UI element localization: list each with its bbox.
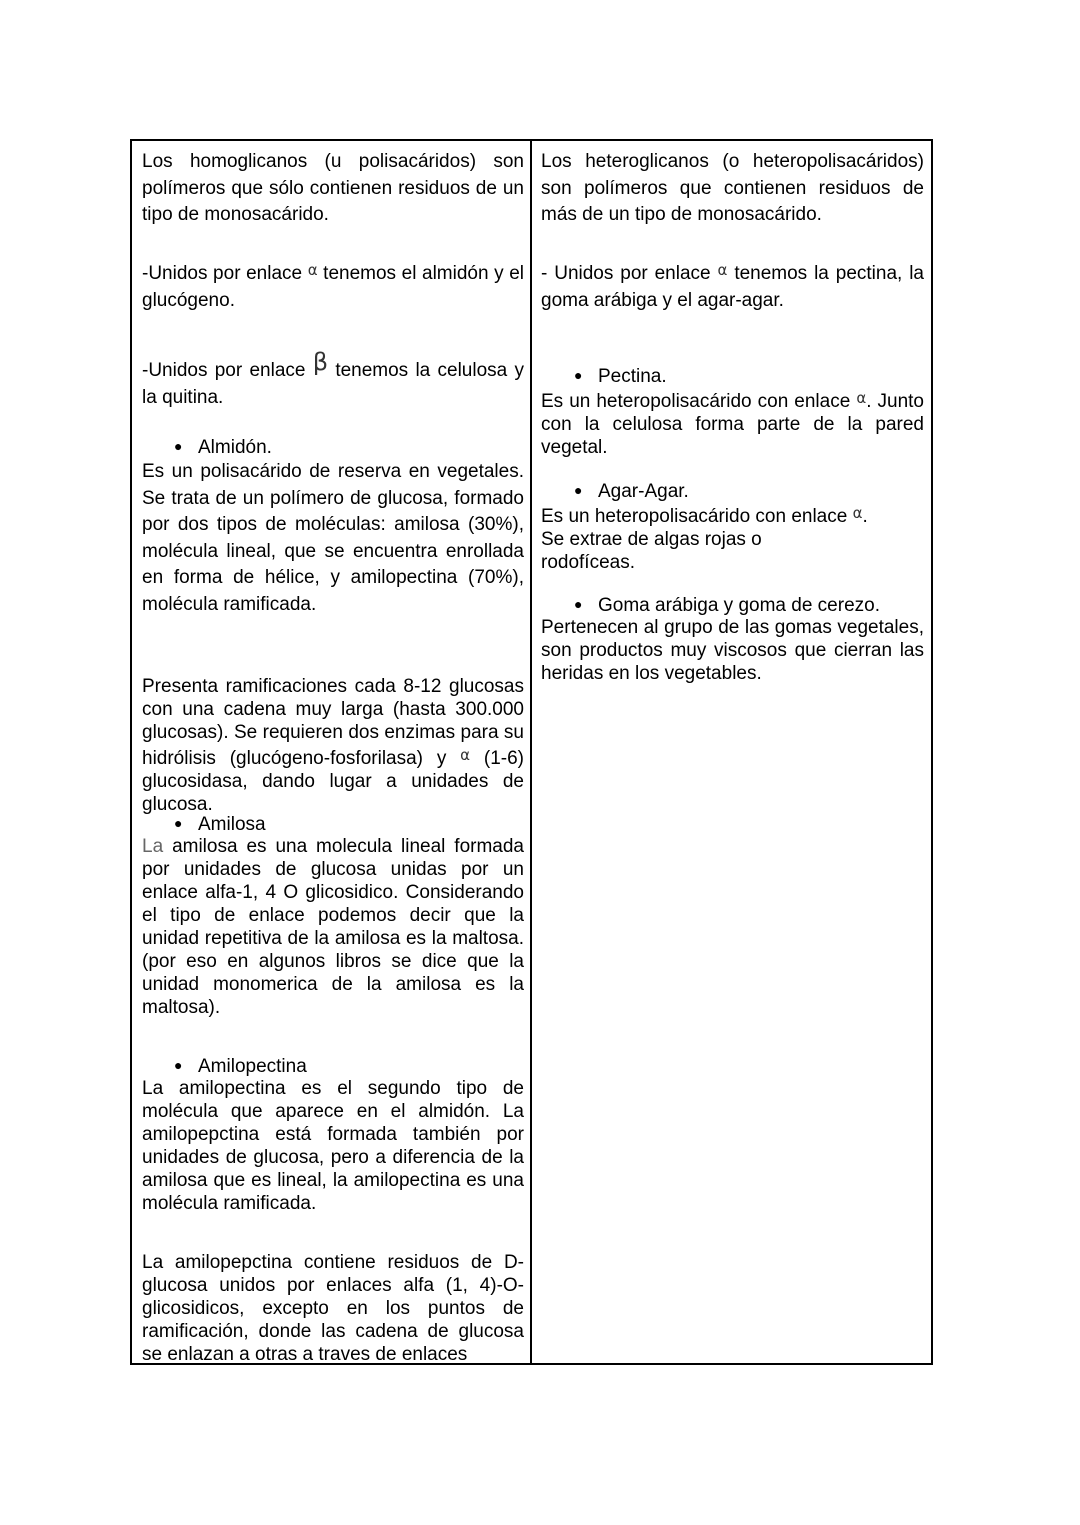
amilosa-title: Amilosa [198,814,266,835]
amilosa-paragraph [142,835,524,1019]
comparison-table [130,139,933,1365]
pectina-title: Pectina. [598,366,667,387]
goma-title: Goma arábiga y goma de cerezo. [598,595,880,616]
heteroglicanos-alpha-paragraph [541,257,924,314]
amilopectina-text: La amilopectina es el segundo tipo de molécula que aparece en el almidón. La amilopepctina está formada también por unidades de glucosa, pero a diferencia de la amilosa que es lineal, la amilopectina es una molécula ramificada. [142,1078,524,1214]
homoglicanos-intro: Los homoglicanos (u polisacáridos) son polímeros que sólo contienen residuos de un tipo de monosacárido. [142,151,524,225]
agar-line-2: Se extrae de algas rojas o [541,529,762,550]
alpha-suffix: tenemos la pectina, la goma arábiga y el agar-agar. [541,263,924,311]
ramificaciones-prefix: Presenta ramificaciones cada 8-12 glucosas con una cadena muy larga (hasta 300.000 glucosas). Se requieren dos enzimas para su hidrólisis (glucógeno-fosforilasa) y [142,676,524,769]
pectina-paragraph [541,387,924,459]
amilopectina-bullet [174,1054,307,1078]
heteroglicanos-intro: Los heteroglicanos (o heteropolisacáridos) son polímeros que contienen residuos de más de un tipo de monosacárido. [541,151,924,225]
amilosa-la: La [142,836,164,857]
agar-title: Agar-Agar. [598,481,689,502]
pectina-bullet [574,364,667,388]
goma-bullet [574,593,880,617]
bullet-icon: ● [174,438,183,454]
alpha-symbol-icon: α [460,746,471,764]
alpha-symbol-icon: α [307,261,318,279]
agar-suffix: . [862,506,868,527]
almidon-text: Es un polisacárido de reserva en vegetales. Se trata de un polímero de glucosa, formado por dos tipos de moléculas: amilosa (30%), molécula lineal, que se encuentra enrollada en forma de hélice, y amilopectina (70%), molécula ramificada. [142,461,524,615]
pectina-prefix: Es un heteropolisacárido con enlace [541,391,851,412]
homoglicanos-column [132,141,532,1363]
agar-prefix: Es un heteropolisacárido con enlace [541,506,848,527]
bullet-icon: ● [174,1057,183,1073]
beta-symbol-icon: β [312,348,329,376]
beta-prefix: -Unidos por enlace [142,360,306,381]
alpha-prefix: -Unidos por enlace [142,263,303,284]
pectina-suffix: . Junto con la celulosa forma parte de la pared vegetal. [541,391,925,458]
alpha-symbol-icon: α [856,389,867,407]
agar-line-3: rodofíceas. [541,552,635,573]
beta-suffix: tenemos la celulosa y la quitina. [142,360,524,408]
bullet-icon: ● [574,482,583,498]
heteroglicanos-column [532,141,931,1363]
bullet-icon: ● [574,596,583,612]
almidon-title: Almidón. [198,437,272,458]
bullet-icon: ● [574,367,583,383]
agar-paragraph [541,502,924,574]
alpha-symbol-icon: α [852,504,863,522]
amilosa-text: amilosa es una molecula lineal formada por unidades de glucosa unidas por un enlace alfa-1, 4 O glicosidico. Considerando el tipo de enlace podemos decir que la unidad repetitiva de la amilosa es la maltosa. (por eso en algunos libros se dice que la unidad monomerica de la amilosa es la maltosa). [142,836,524,1018]
amilopectina-text-2: La amilopepctina contiene residuos de D-glucosa unidos por enlaces alfa (1, 4)-O-glicosidicos, excepto en los puntos de ramificación, donde las cadena de glucosa se enlazan a otras a traves de enlaces [142,1252,524,1363]
goma-text: Pertenecen al grupo de las gomas vegetales, son productos muy viscosos que cierran las heridas en los vegetables. [541,617,924,684]
ramificaciones-paragraph [142,675,524,816]
agar-bullet [574,479,689,503]
amilopectina-title: Amilopectina [198,1056,307,1077]
alpha-prefix: - Unidos por enlace [541,263,711,284]
amilosa-bullet [174,812,266,836]
ramificaciones-suffix: (1-6) glucosidasa, dando lugar a unidades de glucosa. [142,748,524,815]
homoglicanos-alpha-paragraph [142,257,524,314]
homoglicanos-beta-paragraph [142,349,524,411]
almidon-bullet [174,435,272,459]
alpha-suffix: tenemos el almidón y el glucógeno. [142,263,525,311]
alpha-symbol-icon: α [717,261,728,279]
bullet-icon: ● [174,815,183,831]
